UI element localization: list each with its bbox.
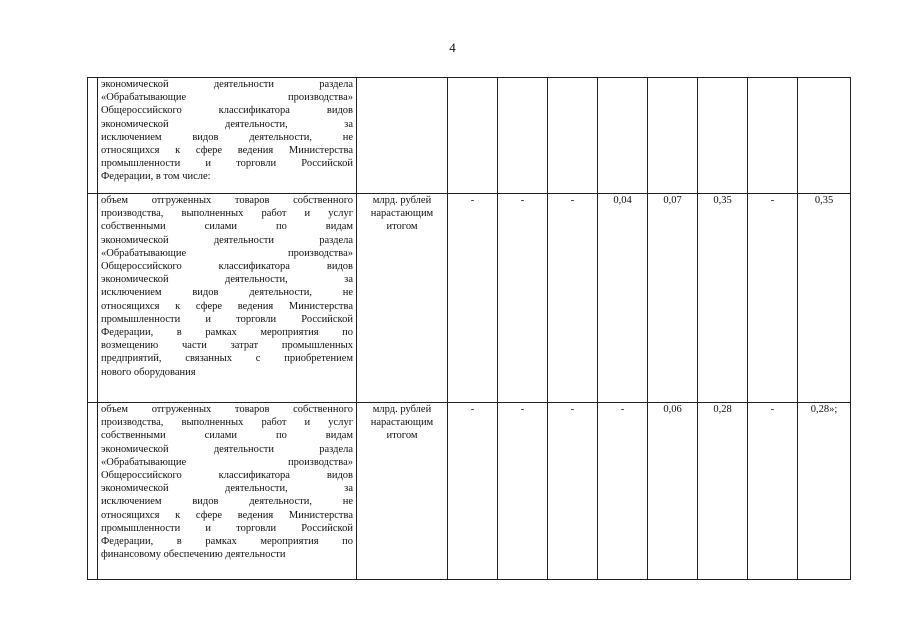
description-line: исключением видов деятельности, не <box>101 131 353 143</box>
description-line: «Обрабатывающие производства» <box>101 92 353 104</box>
value-cell: - <box>448 194 498 403</box>
description-line: промышленности и торговли Российской <box>101 313 353 325</box>
description-line: Общероссийского классификатора видов <box>101 470 353 482</box>
value-cell: - <box>448 403 498 580</box>
description-line: собственными силами по видам <box>101 221 353 233</box>
description-line: объем отгруженных товаров собственного <box>101 195 353 206</box>
indicator-table <box>87 77 851 580</box>
value-cell <box>448 78 498 194</box>
indicator-description <box>98 403 357 580</box>
value-cell: - <box>498 403 548 580</box>
description-line: экономической деятельности, за <box>101 483 353 495</box>
row-number-cell <box>88 403 98 580</box>
description-line: Федерации, в рамках мероприятия по <box>101 536 353 548</box>
page-number: 4 <box>449 40 456 55</box>
description-line: «Обрабатывающие производства» <box>101 247 353 259</box>
value-cell <box>698 78 748 194</box>
description-line: экономической деятельности раздела <box>101 234 353 246</box>
description-line: Общероссийского классификатора видов <box>101 105 353 117</box>
value-cell: 0,35 <box>798 194 851 403</box>
description-line: относящихся к сфере ведения Министерства <box>101 145 353 157</box>
value-cell: 0,28»; <box>798 403 851 580</box>
description-line: промышленности и торговли Российской <box>101 522 353 534</box>
description-line: Общероссийского классификатора видов <box>101 261 353 273</box>
description-line: собственными силами по видам <box>101 430 353 442</box>
description-line: производства, выполненных работ и услуг <box>101 417 353 429</box>
value-cell <box>748 78 798 194</box>
indicator-description <box>98 194 357 403</box>
value-cell <box>598 78 648 194</box>
description-line: возмещению части затрат промышленных <box>101 340 353 352</box>
value-cell <box>498 78 548 194</box>
value-cell: 0,04 <box>598 194 648 403</box>
value-cell <box>548 78 598 194</box>
description-line: нового оборудования <box>101 366 196 378</box>
value-cell: 0,07 <box>648 194 698 403</box>
description-line: производства, выполненных работ и услуг <box>101 208 353 220</box>
description-line: финансовому обеспечению деятельности <box>101 549 286 561</box>
value-cell: - <box>748 403 798 580</box>
unit-cell: млрд. рублей нарастающим итогом <box>357 194 448 403</box>
description-line: относящихся к сфере ведения Министерства <box>101 509 353 521</box>
table-row <box>88 78 851 194</box>
description-line: исключением видов деятельности, не <box>101 287 353 299</box>
description-line: экономической деятельности раздела <box>101 79 353 90</box>
row-number-cell <box>88 78 98 194</box>
description-line: исключением видов деятельности, не <box>101 496 353 508</box>
value-cell: 0,35 <box>698 194 748 403</box>
value-cell: 0,06 <box>648 403 698 580</box>
table-row <box>88 194 851 403</box>
indicator-description <box>98 78 357 194</box>
description-line: Федерации, в рамках мероприятия по <box>101 327 353 339</box>
table-row <box>88 403 851 580</box>
description-line: Федерации, в том числе: <box>101 171 211 183</box>
description-line: объем отгруженных товаров собственного <box>101 404 353 415</box>
description-line: «Обрабатывающие производства» <box>101 456 353 468</box>
description-line: промышленности и торговли Российской <box>101 158 353 170</box>
description-line: относящихся к сфере ведения Министерства <box>101 300 353 312</box>
value-cell: - <box>598 403 648 580</box>
value-cell: - <box>548 194 598 403</box>
description-line: экономической деятельности, за <box>101 118 353 130</box>
row-number-cell <box>88 194 98 403</box>
description-line: предприятий, связанных с приобретением <box>101 353 353 365</box>
value-cell: - <box>498 194 548 403</box>
value-cell <box>798 78 851 194</box>
unit-cell: млрд. рублей нарастающим итогом <box>357 403 448 580</box>
value-cell: 0,28 <box>698 403 748 580</box>
value-cell <box>648 78 698 194</box>
description-line: экономической деятельности раздела <box>101 443 353 455</box>
value-cell: - <box>748 194 798 403</box>
unit-cell <box>357 78 448 194</box>
description-line: экономической деятельности, за <box>101 274 353 286</box>
value-cell: - <box>548 403 598 580</box>
